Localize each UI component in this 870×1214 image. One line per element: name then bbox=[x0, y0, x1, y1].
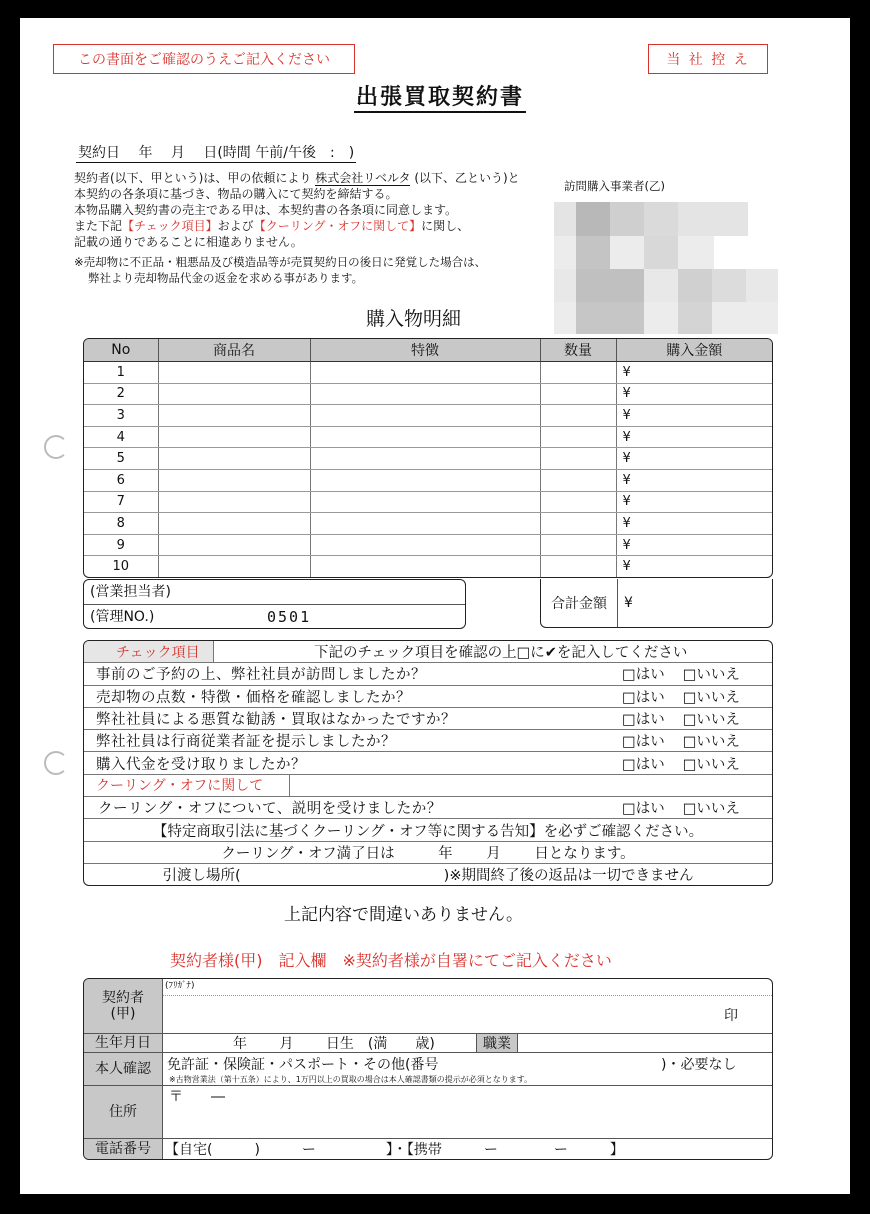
confirm-text: 上記内容で間違いありません。 bbox=[284, 905, 524, 925]
check-instruction: 下記のチェック項目を確認の上□に✔を記入してください bbox=[314, 645, 688, 662]
table-row: 3 ¥ bbox=[84, 405, 772, 427]
cooling-expiry: クーリング・オフ満了日は 年 月 日となります。 bbox=[84, 842, 772, 864]
total-label: 合計金額 bbox=[541, 579, 618, 627]
check-row: 購入代金を受け取りましたか？ □はい □いいえ bbox=[84, 752, 772, 774]
col-amount: 購入金額 bbox=[616, 339, 772, 362]
binder-hole-icon bbox=[44, 751, 68, 775]
no-checkbox[interactable]: □いいえ bbox=[682, 734, 740, 751]
copy-label: 当 社 控 え bbox=[666, 52, 750, 68]
address-field[interactable] bbox=[163, 1086, 772, 1138]
table-row: 4 ¥ bbox=[84, 426, 772, 448]
table-row: 5 ¥ bbox=[84, 448, 772, 470]
yes-checkbox[interactable]: □はい bbox=[622, 667, 665, 684]
furigana-label: (ﾌﾘｶﾞﾅ) bbox=[163, 979, 772, 996]
table-row: 1 ¥ bbox=[84, 362, 772, 384]
name-label: 契約者 (甲) bbox=[84, 979, 163, 1033]
binder-hole-icon bbox=[44, 435, 68, 459]
note-line-1: ※売却物に不正品・粗悪品及び模造品等が売買契約日の後日に発覚した場合は、 bbox=[74, 255, 487, 269]
total-value[interactable]: ¥ bbox=[624, 595, 633, 611]
vendor-label: 訪問購入事業者(乙) bbox=[564, 179, 665, 193]
copy-label-box bbox=[648, 44, 768, 74]
check-ref: 【チェック項目】 bbox=[122, 219, 218, 233]
note-line-2: 弊社より売却物品代金の返金を求める事があります。 bbox=[88, 271, 364, 285]
cooling-ref: 【クーリング・オフに関して】 bbox=[253, 219, 422, 233]
yes-checkbox[interactable]: □はい bbox=[622, 689, 665, 706]
manage-number: 0501 bbox=[267, 608, 312, 626]
postal-mark: 〒 ― bbox=[169, 1089, 225, 1105]
col-no: No bbox=[84, 339, 158, 362]
redacted-vendor-info bbox=[554, 202, 778, 334]
yes-checkbox[interactable]: □はい bbox=[622, 756, 665, 773]
yes-checkbox[interactable]: □はい bbox=[622, 734, 665, 751]
cooling-section-label: クーリング・オフに関して bbox=[84, 775, 290, 796]
manage-label: (管理NO.) bbox=[90, 609, 155, 625]
contractor-table bbox=[83, 978, 773, 1160]
purchase-table bbox=[83, 338, 773, 578]
purchase-heading: 購入物明細 bbox=[366, 308, 462, 330]
delivery-place: 引渡し場所( )※期間終了後の返品は一切できません bbox=[162, 868, 694, 885]
no-checkbox[interactable]: □いいえ bbox=[682, 712, 740, 729]
check-row: 弊社社員による悪質な勧誘・買取はなかったですか？ □はい □いいえ bbox=[84, 708, 772, 730]
col-product: 商品名 bbox=[158, 339, 310, 362]
document-page bbox=[20, 18, 850, 1194]
table-row: 9 ¥ bbox=[84, 534, 772, 556]
contractor-heading: 契約者様(甲) 記入欄 ※契約者様が自署にてご記入ください bbox=[170, 951, 612, 970]
check-table bbox=[83, 640, 773, 886]
no-checkbox[interactable]: □いいえ bbox=[682, 667, 740, 684]
contract-date: 契約日 年 月 日(時間 午前/午後 : ) bbox=[76, 142, 356, 163]
table-row: 2 ¥ bbox=[84, 383, 772, 405]
job-label: 職業 bbox=[476, 1034, 518, 1052]
check-section-label: チェック項目 bbox=[84, 641, 214, 662]
table-row: 6 ¥ bbox=[84, 469, 772, 491]
seal-mark: 印 bbox=[724, 1008, 738, 1024]
no-checkbox[interactable]: □いいえ bbox=[682, 756, 740, 773]
yes-checkbox[interactable]: □はい bbox=[622, 801, 665, 818]
check-row: 事前のご予約の上、弊社社員が訪問しましたか？ □はい □いいえ bbox=[84, 663, 772, 685]
check-row: 弊社社員は行商従業者証を提示しましたか？ □はい □いいえ bbox=[84, 730, 772, 752]
staff-box bbox=[83, 579, 466, 629]
yes-checkbox[interactable]: □はい bbox=[622, 712, 665, 729]
id-value[interactable]: 免許証・保険証・パスポート・その他(番号 )・必要なし bbox=[167, 1057, 737, 1073]
no-checkbox[interactable]: □いいえ bbox=[682, 801, 740, 818]
table-row: 7 ¥ bbox=[84, 491, 772, 513]
check-row: クーリング・オフについて、説明を受けましたか？ □はい □いいえ bbox=[84, 797, 772, 819]
phone-label: 電話番号 bbox=[84, 1139, 163, 1159]
contract-text: 契約者(以下、甲という)は、甲の依頼により 株式会社リベルタ (以下、乙という)と 本契約の各条項に基づき、物品の購入にて契約を締結する。 本物品購入契約書の売主である甲は、本契約書の各条項に同意します。 また下記【チェック項目】および【クーリング・オフに関して】に関し、 記載の通りであることに相違ありません。 ※売却物に不正品・粗悪品及び模造品等が売買契約日の後日に発覚した場合は、 弊社より売却物品代金の返金を求める事があります。 bbox=[74, 170, 594, 286]
table-row: 10 ¥ bbox=[84, 556, 772, 577]
id-label: 本人確認 bbox=[84, 1053, 163, 1085]
phone-field[interactable]: 【自宅( ) ー 】・【携帯 ー ー 】 bbox=[165, 1142, 624, 1158]
id-note: ※古物営業法（第十五条）により、1万円以上の買取の場合は本人確認書類の提示が必須となります。 bbox=[169, 1075, 533, 1084]
col-feature: 特徴 bbox=[310, 339, 540, 362]
staff-label: (営業担当者) bbox=[90, 584, 171, 600]
col-qty: 数量 bbox=[540, 339, 616, 362]
address-label: 住所 bbox=[84, 1086, 163, 1138]
page-title: 出張買取契約書 bbox=[354, 80, 526, 113]
total-box bbox=[540, 579, 773, 628]
cooling-notice: 【特定商取引法に基づくクーリング・オフ等に関する告知】を必ずご確認ください。 bbox=[84, 819, 772, 841]
table-row: 8 ¥ bbox=[84, 513, 772, 535]
birth-label: 生年月日 bbox=[84, 1034, 163, 1052]
check-row: 売却物の点数・特徴・価格を確認しましたか？ □はい □いいえ bbox=[84, 686, 772, 708]
no-checkbox[interactable]: □いいえ bbox=[682, 689, 740, 706]
notice-text: この書面をご確認のうえご記入ください bbox=[78, 52, 330, 68]
birth-value[interactable]: 年 月 日生 (満 歳) bbox=[233, 1036, 435, 1052]
notice-box bbox=[53, 44, 355, 74]
company-name: 株式会社リベルタ bbox=[315, 171, 411, 185]
